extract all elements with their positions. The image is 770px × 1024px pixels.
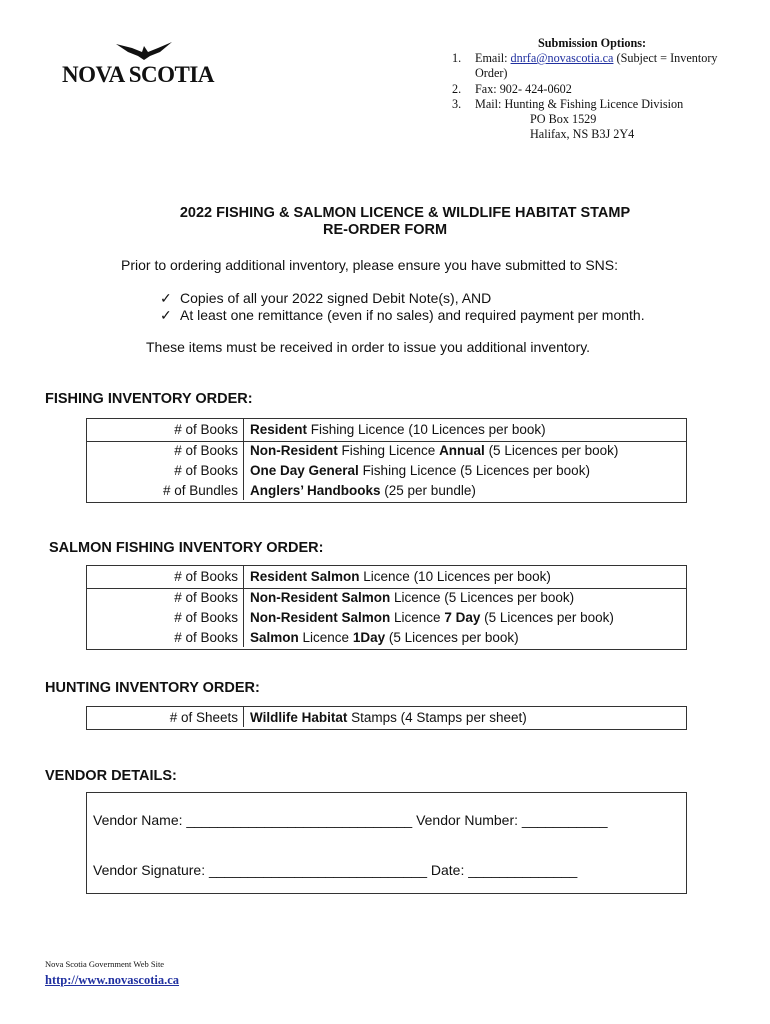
check-item: ✓ Copies of all your 2022 signed Debit Note(s), AND	[160, 290, 492, 306]
qty-label[interactable]: # of Books	[86, 460, 244, 480]
table-row	[86, 460, 686, 480]
salmon-table	[86, 565, 686, 647]
hunting-heading: HUNTING INVENTORY ORDER:	[45, 680, 260, 696]
qty-label[interactable]: # of Books	[86, 440, 244, 460]
table-row	[86, 707, 686, 727]
checkmark-icon: ✓	[160, 307, 172, 323]
item-desc: Non-Resident Salmon Licence (5 Licences per book)	[250, 589, 575, 605]
table-row	[86, 480, 686, 500]
email-link[interactable]: dnrfa@novascotia.ca	[510, 51, 614, 65]
checkmark-icon: ✓	[160, 290, 172, 306]
item-desc: Non-Resident Fishing Licence Annual (5 Licences per book)	[250, 442, 619, 458]
vendor-details-box	[86, 792, 687, 894]
item-desc: Anglers’ Handbooks (25 per bundle)	[250, 482, 476, 498]
form-title: 2022 FISHING & SALMON LICENCE & WILDLIFE HABITAT STAMP	[179, 205, 631, 221]
footer-url-link[interactable]: http://www.novascotia.ca	[45, 973, 180, 987]
item-desc: Non-Resident Salmon Licence 7 Day (5 Licences per book)	[250, 609, 614, 625]
item-desc: One Day General Fishing Licence (5 Licences per book)	[250, 462, 590, 478]
osprey-bird-icon	[114, 38, 174, 62]
qty-label[interactable]: # of Bundles	[86, 480, 244, 500]
qty-label[interactable]: # of Sheets	[86, 707, 244, 727]
fishing-table	[86, 418, 686, 500]
logo-text: NOVA SCOTIA	[62, 62, 214, 87]
form-subtitle: RE-ORDER FORM	[322, 222, 448, 238]
checklist	[160, 290, 645, 324]
nova-scotia-logo	[62, 38, 242, 88]
item-desc: Salmon Licence 1Day (5 Licences per book)	[250, 629, 519, 645]
qty-label[interactable]: # of Books	[86, 418, 244, 440]
vendor-signature-field[interactable]: Vendor Signature: ____________________________ Date: ______________	[93, 862, 578, 878]
fishing-heading: FISHING INVENTORY ORDER:	[45, 391, 253, 407]
submission-list	[452, 51, 752, 143]
table-row	[86, 607, 686, 627]
prior-text: Prior to ordering additional inventory, please ensure you have submitted to SNS:	[121, 257, 619, 273]
table-row	[86, 565, 686, 587]
item-desc: Wildlife Habitat Stamps (4 Stamps per sheet)	[250, 709, 527, 725]
salmon-heading: SALMON FISHING INVENTORY ORDER:	[49, 540, 324, 556]
qty-label[interactable]: # of Books	[86, 565, 244, 587]
submission-mail: 3. Mail: Hunting & Fishing Licence Division PO Box 1529 Halifax, NS B3J 2Y4	[452, 96, 684, 142]
vendor-heading: VENDOR DETAILS:	[45, 768, 177, 784]
submission-fax: 2. Fax: 902- 424-0602	[452, 81, 572, 96]
submission-heading: Submission Options:	[538, 36, 647, 50]
footer-site-label: Nova Scotia Government Web Site	[45, 959, 165, 969]
qty-label[interactable]: # of Books	[86, 607, 244, 627]
qty-label[interactable]: # of Books	[86, 627, 244, 647]
vendor-name-field[interactable]: Vendor Name: _____________________________ Vendor Number: ___________	[93, 812, 608, 828]
table-row	[86, 627, 686, 647]
item-desc: Resident Salmon Licence (10 Licences per book)	[250, 568, 551, 584]
table-row	[86, 440, 686, 460]
submission-email: 1. Email: dnrfa@novascotia.ca (Subject = Inventory Order)	[452, 51, 718, 81]
check-item: ✓ At least one remittance (even if no sales) and required payment per month.	[160, 307, 645, 323]
hunting-table	[86, 707, 686, 727]
qty-label[interactable]: # of Books	[86, 587, 244, 607]
requirement-note: These items must be received in order to issue you additional inventory.	[146, 339, 591, 355]
table-row	[86, 587, 686, 607]
item-desc: Resident Fishing Licence (10 Licences per book)	[250, 421, 546, 437]
table-row	[86, 418, 686, 440]
